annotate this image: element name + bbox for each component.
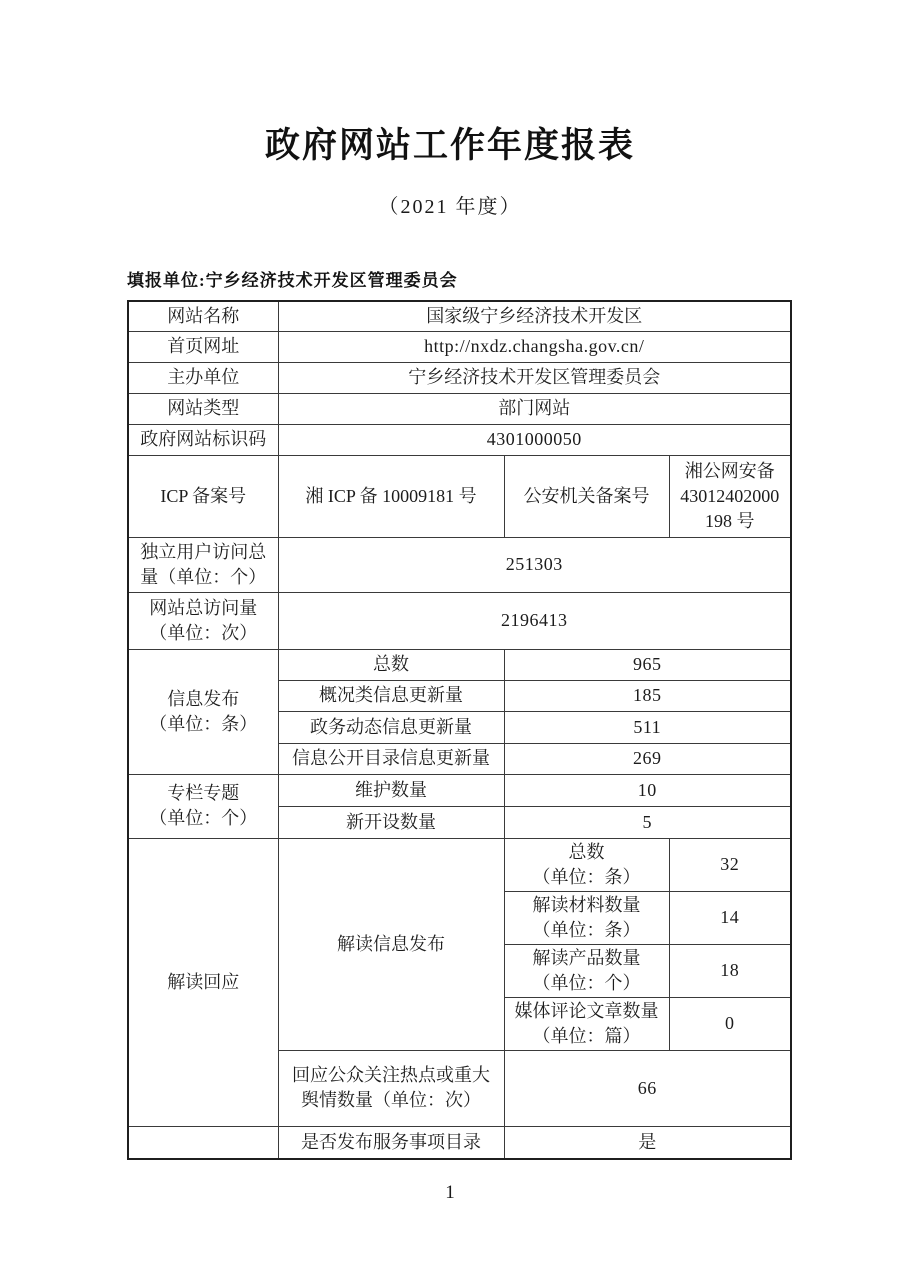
info-publish-section-label-cell: [128, 649, 278, 774]
special-columns-label-line: 专栏专题: [167, 783, 240, 803]
icp-label-cell: ICP 备案号: [128, 455, 278, 537]
site-type-label-cell: 网站类型: [128, 393, 278, 424]
total-visits-label-cell: 网站总访问量（单位：次）: [128, 592, 278, 649]
info-dynamics-label-cell: 政务动态信息更新量: [278, 711, 504, 743]
info-overview-label-cell: 概况类信息更新量: [278, 680, 504, 711]
interp-material-label-cell: [504, 891, 669, 944]
table-row: [128, 331, 791, 362]
info-catalog-value-cell: 269: [504, 743, 791, 774]
police-record-line: 198 号: [705, 510, 755, 531]
maintain-count-label-cell: 维护数量: [278, 774, 504, 806]
media-comment-value-cell: 0: [669, 997, 791, 1050]
table-row: [128, 424, 791, 455]
interp-product-label-line: （单位：个）: [532, 972, 641, 993]
table-row: [128, 649, 791, 680]
table-row: [128, 362, 791, 393]
interpretation-section-label-cell: 解读回应: [128, 838, 278, 1126]
info-dynamics-value-cell: 511: [504, 711, 791, 743]
homepage-url-value-cell: http://nxdz.changsha.gov.cn/: [278, 331, 791, 362]
unique-visitors-label-cell: 独立用户访问总量（单位：个）: [128, 537, 278, 592]
site-type-value-cell: 部门网站: [278, 393, 791, 424]
info-total-label-cell: 总数: [278, 649, 504, 680]
table-row: [128, 592, 791, 649]
interp-total-label-line: （单位：条）: [532, 866, 641, 887]
hotspot-response-label-cell: 回应公众关注热点或重大舆情数量（单位：次）: [278, 1050, 504, 1126]
new-count-label-cell: 新开设数量: [278, 806, 504, 838]
icp-value-cell: 湘 ICP 备 10009181 号: [278, 455, 504, 537]
page-number: 1: [445, 1182, 455, 1203]
site-name-label-cell: 网站名称: [128, 301, 278, 331]
police-record-line: 43012402000: [680, 485, 780, 506]
interp-material-value-cell: 14: [669, 891, 791, 944]
interp-total-label-line: 总数: [568, 841, 605, 862]
special-columns-label-line: （单位：个）: [149, 808, 258, 828]
table-row: [128, 774, 791, 806]
media-comment-label-line: 媒体评论文章数量: [514, 1000, 659, 1021]
info-publish-label-line: （单位：条）: [149, 713, 258, 734]
page-title: 政府网站工作年度报表: [264, 126, 635, 165]
info-total-value-cell: 965: [504, 649, 791, 680]
new-count-value-cell: 5: [504, 806, 791, 838]
media-comment-label-cell: [504, 997, 669, 1050]
sponsor-unit-label-cell: 主办单位: [128, 362, 278, 393]
interp-product-value-cell: 18: [669, 944, 791, 997]
interpretation-publish-label-cell: 解读信息发布: [278, 838, 504, 1050]
table-row: [128, 301, 791, 331]
special-columns-section-label-cell: [128, 774, 278, 838]
police-record-line: 湘公网安备: [684, 460, 775, 481]
maintain-count-value-cell: 10: [504, 774, 791, 806]
sponsor-unit-value-cell: 宁乡经济技术开发区管理委员会: [278, 362, 791, 393]
interp-product-label-cell: [504, 944, 669, 997]
police-record-label-cell: 公安机关备案号: [504, 455, 669, 537]
interp-total-value-cell: 32: [669, 838, 791, 891]
reporting-unit-label: 填报单位:: [127, 271, 206, 290]
table-row: [128, 455, 791, 537]
table-row: [128, 537, 791, 592]
site-code-value-cell: 4301000050: [278, 424, 791, 455]
info-catalog-label-cell: 信息公开目录信息更新量: [278, 743, 504, 774]
page-subtitle: （2021 年度）: [378, 196, 522, 218]
table-row: [128, 393, 791, 424]
site-code-label-cell: 政府网站标识码: [128, 424, 278, 455]
hotspot-response-value-cell: 66: [504, 1050, 791, 1126]
interp-material-label-line: 解读材料数量: [532, 894, 641, 915]
annual-report-table: [127, 300, 792, 1160]
service-catalog-value-cell: 是: [504, 1126, 791, 1159]
reporting-unit-line: [127, 266, 790, 291]
interp-product-label-line: 解读产品数量: [532, 947, 641, 968]
service-catalog-label-cell: 是否发布服务事项目录: [278, 1126, 504, 1159]
police-record-value-cell: [669, 455, 791, 537]
media-comment-label-line: （单位：篇）: [532, 1025, 641, 1046]
interp-material-label-line: （单位：条）: [532, 919, 641, 940]
reporting-unit-value: 宁乡经济技术开发区管理委员会: [205, 271, 458, 290]
interp-total-label-cell: [504, 838, 669, 891]
table-row: [128, 1126, 791, 1159]
total-visits-value-cell: 2196413: [278, 592, 791, 649]
site-name-value-cell: 国家级宁乡经济技术开发区: [278, 301, 791, 331]
info-publish-label-line: 信息发布: [167, 688, 240, 709]
empty-cell: [128, 1126, 278, 1159]
table-row: [128, 838, 791, 891]
homepage-url-label-cell: 首页网址: [128, 331, 278, 362]
unique-visitors-value-cell: 251303: [278, 537, 791, 592]
info-overview-value-cell: 185: [504, 680, 791, 711]
